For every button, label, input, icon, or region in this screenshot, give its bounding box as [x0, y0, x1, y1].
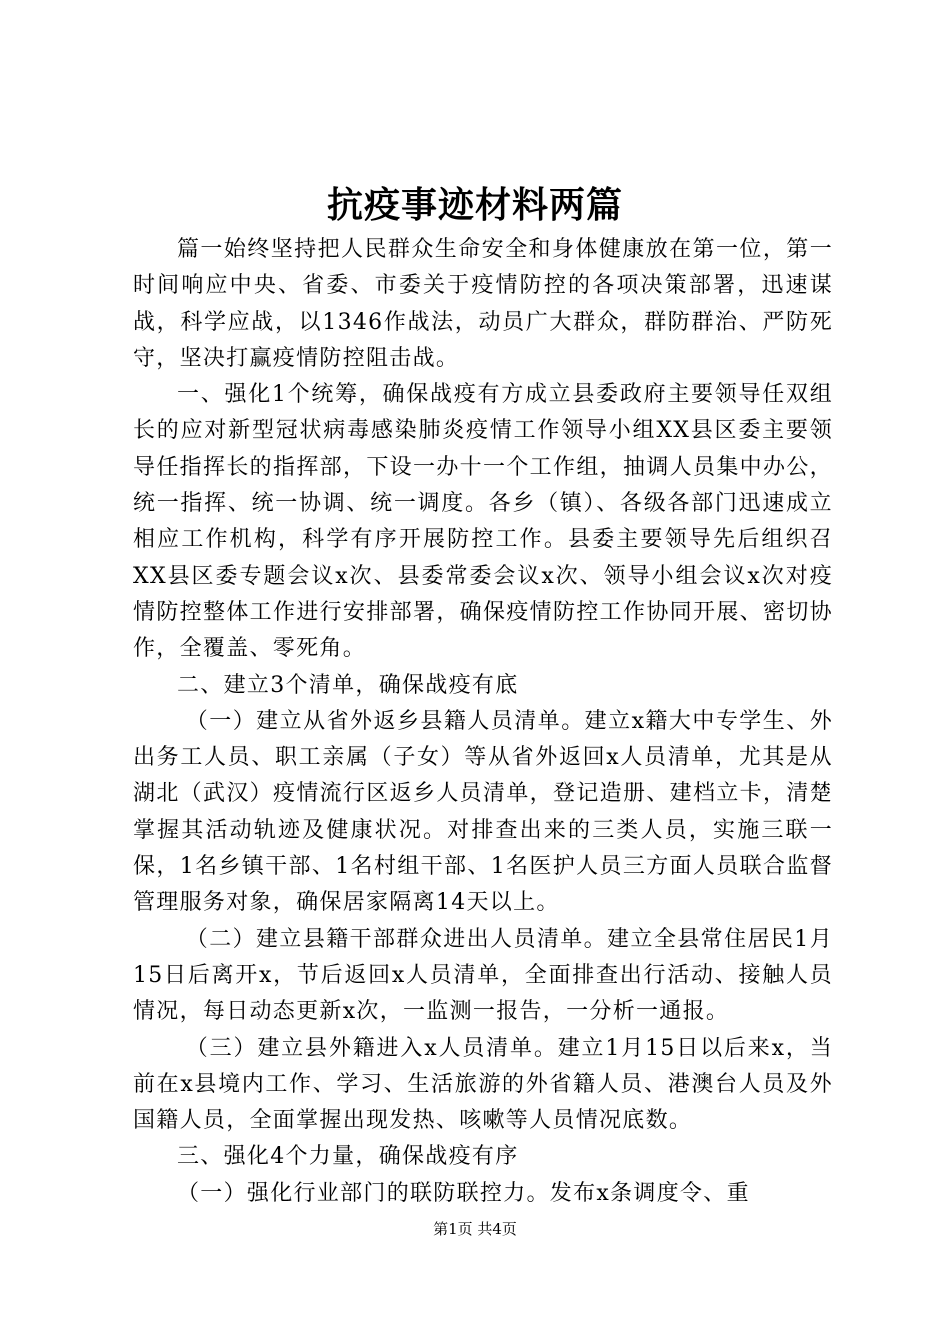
paragraph-section-2-item-2: （二）建立县籍干部群众进出人员清单。建立全县常住居民1月15日后离开x，节后返回x人员清单，全面排查出行活动、接触人员情况，每日动态更新x次，一监测一报告，一分析一通报。 — [133, 926, 833, 1025]
paragraph-section-3-heading: 三、强化4个力量，确保战疫有序 — [177, 1144, 519, 1170]
paragraph-section-2-heading: 二、建立3个清单，确保战疫有底 — [177, 672, 519, 698]
paragraph-section-3-item-1: （一）强化行业部门的联防联控力。发布x条调度令、重 — [177, 1180, 750, 1206]
paragraph-section-1: 一、强化1个统筹，确保战疫有方成立县委政府主要领导任双组长的应对新型冠状病毒感染肺炎疫情工作领导小组XX县区委主要领导任指挥长的指挥部，下设一办十一个工作组，抽调人员集中办公，统一指挥、统一协调、统一调度。各乡（镇）、各级各部门迅速成立相应工作机构，科学有序开展防控工作。县委主要领导先后组织召XX县区委专题会议x次、县委常委会议x次、领导小组会议x次对疫情防控整体工作进行安排部署，确保疫情防控工作协同开展、密切协作，全覆盖、零死角。 — [133, 382, 833, 662]
paragraph-section-2-item-3: （三）建立县外籍进入x人员清单。建立1月15日以后来x，当前在x县境内工作、学习、生活旅游的外省籍人员、港澳台人员及外国籍人员，全面掌握出现发热、咳嗽等人员情况底数。 — [133, 1035, 833, 1134]
paragraph-section-2-item-1: （一）建立从省外返乡县籍人员清单。建立x籍大中专学生、外出务工人员、职工亲属（子女）等从省外返回x人员清单，尤其是从湖北（武汉）疫情流行区返乡人员清单，登记造册、建档立卡，清楚掌握其活动轨迹及健康状况。对排查出来的三类人员，实施三联一保，1名乡镇干部、1名村组干部、1名医护人员三方面人员联合监督管理服务对象，确保居家隔离14天以上。 — [133, 708, 833, 916]
paragraph-intro: 篇一始终坚持把人民群众生命安全和身体健康放在第一位，第一时间响应中央、省委、市委关于疫情防控的各项决策部署，迅速谋战，科学应战，以1346作战法，动员广大群众，群防群治、严防死守，坚决打赢疫情防控阻击战。 — [133, 237, 833, 371]
page-footer: 第1页 共4页 — [433, 1220, 517, 1238]
document-title: 抗疫事迹材料两篇 — [326, 184, 623, 226]
document-body — [133, 232, 833, 1212]
